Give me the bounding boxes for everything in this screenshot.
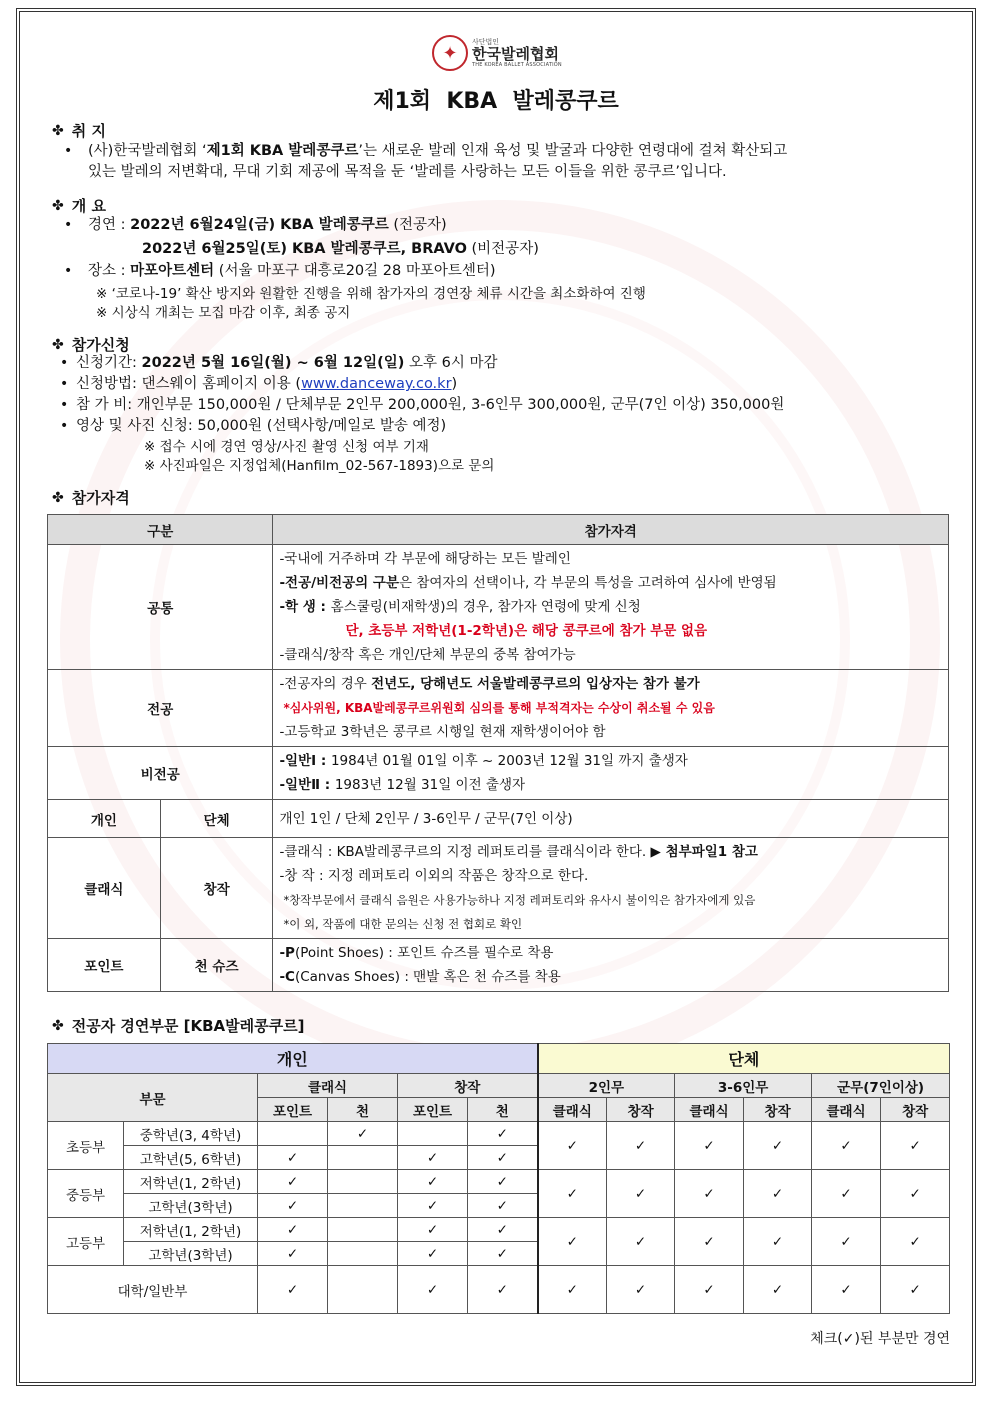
- check-icon: ✓: [258, 1170, 328, 1194]
- shoes-text: -P(Point Shoes) : 포인트 슈즈를 필수로 착용 -C(Canvas Shoes) : 맨발 혹은 천 슈즈를 착용: [273, 939, 949, 992]
- check-icon: ✓: [258, 1218, 328, 1242]
- bullet-icon: •: [60, 376, 69, 392]
- logo-subtitle: 사단법인: [472, 37, 500, 46]
- section-header: 부문: [48, 1074, 258, 1122]
- check-icon: ✓: [468, 1218, 538, 1242]
- section-application: [52, 334, 130, 355]
- club-icon: ✤: [52, 197, 64, 214]
- check-icon: ✓: [258, 1266, 328, 1314]
- danceway-link[interactable]: www.danceway.co.kr: [301, 376, 452, 392]
- check-icon: ✓: [675, 1218, 744, 1266]
- qualification-table: [47, 514, 949, 992]
- check-icon: ✓: [258, 1242, 328, 1266]
- purpose-line-1: (사)한국발레협회 ‘제1회 KBA 발레콩쿠르’는 새로운 발레 인재 육성 및 발굴과 다양한 연령대에 걸쳐 확산되고: [88, 143, 788, 159]
- check-icon: ✓: [607, 1218, 675, 1266]
- major-requirements: -전공자의 경우 전년도, 당해년도 서울발레콩쿠르의 입상자는 참가 불가 *심사위원, KBA발레콩쿠르위원회 심의를 통해 부적격자는 수상이 취소될 수 있음 -고등학교 3학년은 콩쿠르 시행일 현재 재학생이어야 함: [273, 670, 949, 747]
- check-icon: ✓: [812, 1122, 881, 1170]
- section-divisions: [52, 1015, 304, 1036]
- check-icon: ✓: [881, 1266, 950, 1314]
- overview-note-2: ※ 시상식 개최는 모집 마감 이후, 최종 공지: [96, 305, 351, 321]
- duet-header: 2인무: [538, 1074, 675, 1098]
- section-heading: 전공자 경연부문 [KBA발레콩쿠르]: [71, 1017, 305, 1035]
- check-icon: ✓: [258, 1146, 328, 1170]
- dancer-logo-icon: ✦: [432, 35, 468, 71]
- check-icon: ✓: [881, 1170, 950, 1218]
- check-icon: ✓: [398, 1218, 468, 1242]
- section-heading: 취 지: [71, 122, 106, 140]
- table-row: 고등부 저학년(1, 2학년) ✓ ✓ ✓ ✓ ✓ ✓ ✓ ✓ ✓: [48, 1218, 950, 1242]
- performance-line-2: 2022년 6월25일(토) KBA 발레콩쿠르, BRAVO (비전공자): [142, 241, 539, 257]
- row-label-classic: 클래식: [48, 838, 161, 939]
- table-row: 중등부 저학년(1, 2학년) ✓ ✓ ✓ ✓ ✓ ✓ ✓ ✓ ✓: [48, 1170, 950, 1194]
- check-icon: ✓: [812, 1218, 881, 1266]
- check-icon: ✓: [398, 1242, 468, 1266]
- check-icon: ✓: [607, 1266, 675, 1314]
- check-icon: ✓: [744, 1218, 812, 1266]
- check-icon: ✓: [468, 1146, 538, 1170]
- classic-header: 클래식: [258, 1074, 398, 1098]
- check-icon: ✓: [607, 1170, 675, 1218]
- check-icon: ✓: [468, 1194, 538, 1218]
- check-icon: ✓: [675, 1122, 744, 1170]
- check-icon: ✓: [675, 1266, 744, 1314]
- check-icon: ✓: [468, 1122, 538, 1146]
- bullet-icon: •: [64, 143, 73, 159]
- bullet-icon: •: [64, 217, 73, 233]
- apply-method: 신청방법: 댄스웨이 홈페이지 이용 (www.danceway.co.kr): [76, 376, 458, 392]
- row-label-individual: 개인: [48, 800, 161, 838]
- footnote: 체크(✓)된 부분만 경연: [810, 1331, 950, 1347]
- section-qualification: [52, 487, 130, 508]
- check-icon: ✓: [468, 1242, 538, 1266]
- individual-header: 개인: [48, 1044, 538, 1074]
- club-icon: ✤: [52, 1017, 64, 1034]
- row-label-creative: 창작: [160, 838, 273, 939]
- row-label-common: 공통: [48, 545, 273, 670]
- check-icon: ✓: [538, 1170, 607, 1218]
- bullet-icon: •: [60, 418, 69, 434]
- apply-fee: 참 가 비: 개인부문 150,000원 / 단체부문 2인무 200,000원, 3-6인무 300,000원, 군무(7인 이상) 350,000원: [76, 397, 785, 413]
- common-requirements: -국내에 거주하며 각 부문에 해당하는 모든 발레인 -전공/비전공의 구분은 참여자의 선택이나, 각 부문의 특성을 고려하여 심사에 반영됨 -학 생 : 홈스쿨링(비재학생)의 경우, 참가자 연령에 맞게 신청 단, 초등부 저학년(1-2학년)은 해당 콩쿠르에 참가 부문 없음 -클래식/창작 혹은 개인/단체 부문의 중복 참여가능: [273, 545, 949, 670]
- overview-note-1: ※ ‘코로나-19’ 확산 방지와 원활한 진행을 위해 참가자의 경연장 체류 시간을 최소화하여 진행: [96, 286, 646, 302]
- check-icon: ✓: [675, 1170, 744, 1218]
- small-group-header: 3-6인무: [675, 1074, 812, 1098]
- check-icon: ✓: [398, 1266, 468, 1314]
- check-icon: ✓: [258, 1194, 328, 1218]
- check-icon: ✓: [398, 1194, 468, 1218]
- row-label-point: 포인트: [48, 939, 161, 992]
- apply-video: 영상 및 사진 신청: 50,000원 (선택사항/메일로 발송 예정): [76, 418, 447, 434]
- club-icon: ✤: [52, 489, 64, 506]
- purpose-line-2: 있는 발레의 저변확대, 무대 기회 제공에 목적을 둔 ‘발레를 사랑하는 모든 이들을 위한 콩쿠르’입니다.: [88, 164, 727, 180]
- table-row: 고학년(5, 6학년) ✓ ✓ ✓: [48, 1146, 950, 1170]
- logo-name: 한국발레협회: [472, 44, 559, 63]
- row-label-major: 전공: [48, 670, 273, 747]
- check-icon: ✓: [398, 1146, 468, 1170]
- row-label-group: 단체: [160, 800, 273, 838]
- bullet-icon: •: [60, 355, 69, 371]
- table-header: 구분: [48, 515, 273, 545]
- section-heading: 참가신청: [71, 336, 130, 354]
- creative-header: 창작: [398, 1074, 538, 1098]
- check-icon: ✓: [744, 1266, 812, 1314]
- table-header: 참가자격: [273, 515, 949, 545]
- check-icon: ✓: [812, 1170, 881, 1218]
- check-icon: ✓: [328, 1122, 398, 1146]
- check-icon: ✓: [812, 1266, 881, 1314]
- section-overview: [52, 195, 106, 216]
- apply-note-1: ※ 접수 시에 경연 영상/사진 촬영 신청 여부 기재: [144, 439, 429, 455]
- apply-period: 신청기간: 2022년 5월 16일(월) ~ 6월 12일(일) 오후 6시 마감: [76, 355, 498, 371]
- check-icon: ✓: [744, 1170, 812, 1218]
- club-icon: ✤: [52, 122, 64, 139]
- row-label-nonmajor: 비전공: [48, 747, 273, 800]
- corps-header: 군무(7인이상): [812, 1074, 950, 1098]
- bullet-icon: •: [64, 263, 73, 279]
- nonmajor-requirements: -일반Ⅰ : 1984년 01월 01일 이후 ~ 2003년 12월 31일 까지 출생자 -일반Ⅱ : 1983년 12월 31일 이전 출생자: [273, 747, 949, 800]
- club-icon: ✤: [52, 336, 64, 353]
- section-heading: 참가자격: [71, 489, 130, 507]
- check-icon: ✓: [881, 1122, 950, 1170]
- venue-line: 장소 : 마포아트센터 (서울 마포구 대흥로20길 28 마포아트센터): [88, 263, 496, 279]
- apply-note-2: ※ 사진파일은 지정업체(Hanfilm_02-567-1893)으로 문의: [144, 458, 495, 474]
- division-table: 개인 단체 부문 클래식 창작 2인무 3-6인무 군무(7인이상) 포인트 천 포인트 천 클래식 창작 클래식 창작 클래식 창작 초등부 중학년(3, 4학년) ✓ ✓ ✓ ✓ ✓ ✓ ✓ ✓ 고학년(5, 6학년) ✓ ✓ ✓ 중등부 저학년(1, 2학년) ✓ ✓ ✓ ✓ ✓ ✓ ✓ ✓ ✓ 고학년(3학년) ✓ ✓ ✓ 고등부 저학년(1, 2학년) ✓ ✓ ✓ ✓ ✓ ✓ ✓ ✓ ✓ 고학년(3학년) ✓ ✓ ✓ 대학/일반부 ✓ ✓ ✓ ✓ ✓ ✓ ✓ ✓ ✓: [47, 1043, 950, 1314]
- check-icon: ✓: [538, 1218, 607, 1266]
- classic-creative-text: -클래식 : KBA발레콩쿠르의 지정 레퍼토리를 클래식이라 한다. ▶ 첨부파일1 참고 -창 작 : 지정 레퍼토리 이외의 작품은 창작으로 한다. *창작부문에서 클래식 음원은 사용가능하나 지정 레퍼토리와 유사시 불이익은 참가자에게 있음 *이 외, 작품에 대한 문의는 신청 전 협회로 확인: [273, 838, 949, 939]
- individual-group-text: 개인 1인 / 단체 2인무 / 3-6인무 / 군무(7인 이상): [273, 800, 949, 838]
- bullet-icon: •: [60, 397, 69, 413]
- group-header: 단체: [538, 1044, 950, 1074]
- section-heading: 개 요: [71, 197, 106, 215]
- table-row: 고학년(3학년) ✓ ✓ ✓: [48, 1194, 950, 1218]
- check-icon: ✓: [881, 1218, 950, 1266]
- page-title: 제1회 KBA 발레콩쿠르: [373, 89, 619, 114]
- row-label-canvas: 천 슈즈: [160, 939, 273, 992]
- performance-line-1: 경연 : 2022년 6월24일(금) KBA 발레콩쿠르 (전공자): [88, 217, 447, 233]
- logo-english: THE KOREA BALLET ASSOCIATION: [472, 61, 562, 68]
- check-icon: ✓: [538, 1266, 607, 1314]
- check-icon: ✓: [468, 1170, 538, 1194]
- check-icon: ✓: [607, 1122, 675, 1170]
- table-row: 고학년(3학년) ✓ ✓ ✓: [48, 1242, 950, 1266]
- check-icon: ✓: [744, 1122, 812, 1170]
- association-logo: [432, 33, 562, 73]
- check-icon: ✓: [468, 1266, 538, 1314]
- table-row: 초등부 중학년(3, 4학년) ✓ ✓ ✓ ✓ ✓ ✓ ✓ ✓: [48, 1122, 950, 1146]
- check-icon: ✓: [538, 1122, 607, 1170]
- check-icon: ✓: [398, 1170, 468, 1194]
- table-row: 대학/일반부 ✓ ✓ ✓ ✓ ✓ ✓ ✓ ✓ ✓: [48, 1266, 950, 1314]
- section-purpose: [52, 120, 106, 141]
